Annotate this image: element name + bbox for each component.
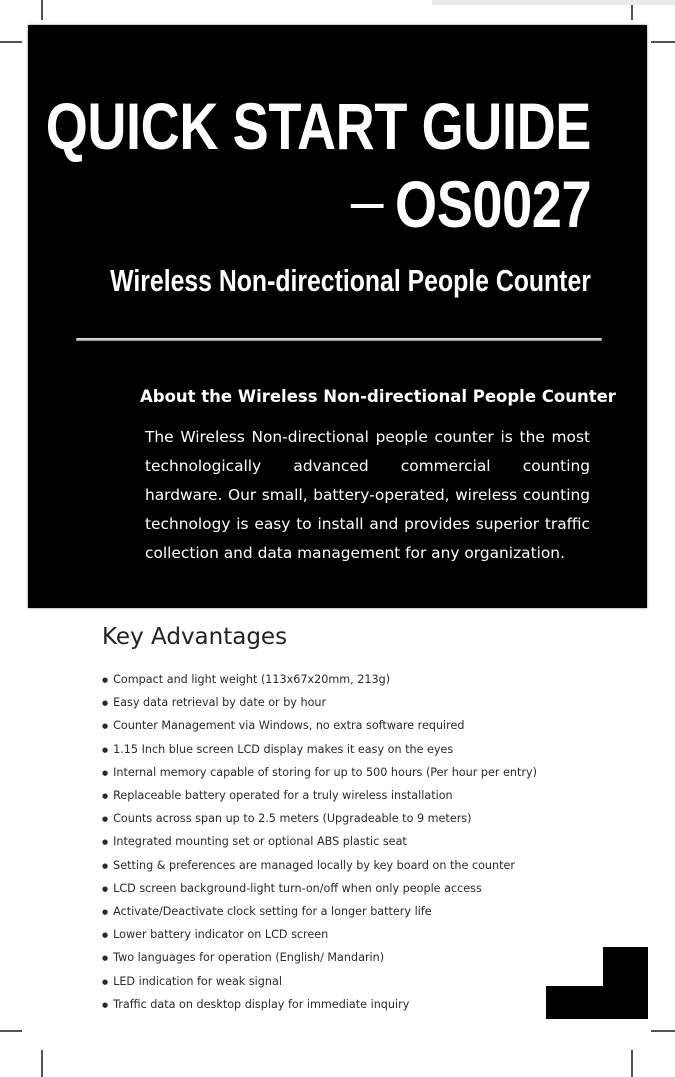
hero-panel [28, 25, 647, 608]
title-dash [351, 204, 384, 208]
product-subtitle: Wireless Non-directional People Counter [110, 263, 591, 298]
advantage-item: ● Compact and light weight (113x67x20mm, 213g) [102, 669, 537, 692]
advantage-item: ● LED indication for weak signal [102, 971, 537, 994]
crop-mark-bottom-left-horizontal [0, 1030, 22, 1032]
advantage-item: ● Internal memory capable of storing for up to 500 hours (Per hour per entry) [102, 762, 537, 785]
about-paragraph: The Wireless Non-directional people counter is the most technologically advanced commercial counting hardware. Our small, battery-operated, wireless counting technology is easy to install and provides superior traffic collection and data management for any organization. [145, 428, 590, 562]
divider-rule [76, 338, 602, 341]
advantage-item: ● Traffic data on desktop display for immediate inquiry [102, 994, 537, 1017]
advantage-item: ● Lower battery indicator on LCD screen [102, 924, 537, 947]
advantage-item: ● Replaceable battery operated for a truly wireless installation [102, 785, 537, 808]
crop-mark-top-left-vertical [41, 0, 43, 20]
crop-mark-bottom-right-vertical [631, 1050, 633, 1077]
advantages-list [102, 669, 537, 1017]
crop-mark-top-left-horizontal [0, 41, 22, 43]
advantage-item: ● Activate/Deactivate clock setting for a longer battery life [102, 901, 537, 924]
crop-mark-bottom-right-horizontal [651, 1030, 675, 1032]
advantage-item: ● LCD screen background-light turn-on/off when only people access [102, 878, 537, 901]
advantage-item: ● Integrated mounting set or optional ABS plastic seat [102, 831, 537, 854]
crop-mark-top-right-horizontal [651, 41, 675, 43]
advantage-item: ● 1.15 Inch blue screen LCD display makes it easy on the eyes [102, 739, 537, 762]
advantage-item: ● Two languages for operation (English/ Mandarin) [102, 947, 537, 970]
key-advantages-heading: Key Advantages [102, 624, 288, 650]
guide-title: QUICK START GUIDE [45, 89, 591, 163]
model-number-text: OS0027 [394, 167, 591, 241]
top-edge-tab [432, 0, 675, 5]
crop-mark-bottom-left-vertical [41, 1050, 43, 1077]
advantage-item: ● Counts across span up to 2.5 meters (Upgradeable to 9 meters) [102, 808, 537, 831]
advantage-item: ● Counter Management via Windows, no extra software required [102, 715, 537, 738]
about-heading: About the Wireless Non-directional People Counter [140, 387, 616, 406]
advantage-item: ● Setting & preferences are managed locally by key board on the counter [102, 855, 537, 878]
advantage-item: ● Easy data retrieval by date or by hour [102, 692, 537, 715]
model-number [351, 167, 591, 241]
corner-decoration [546, 986, 648, 1019]
